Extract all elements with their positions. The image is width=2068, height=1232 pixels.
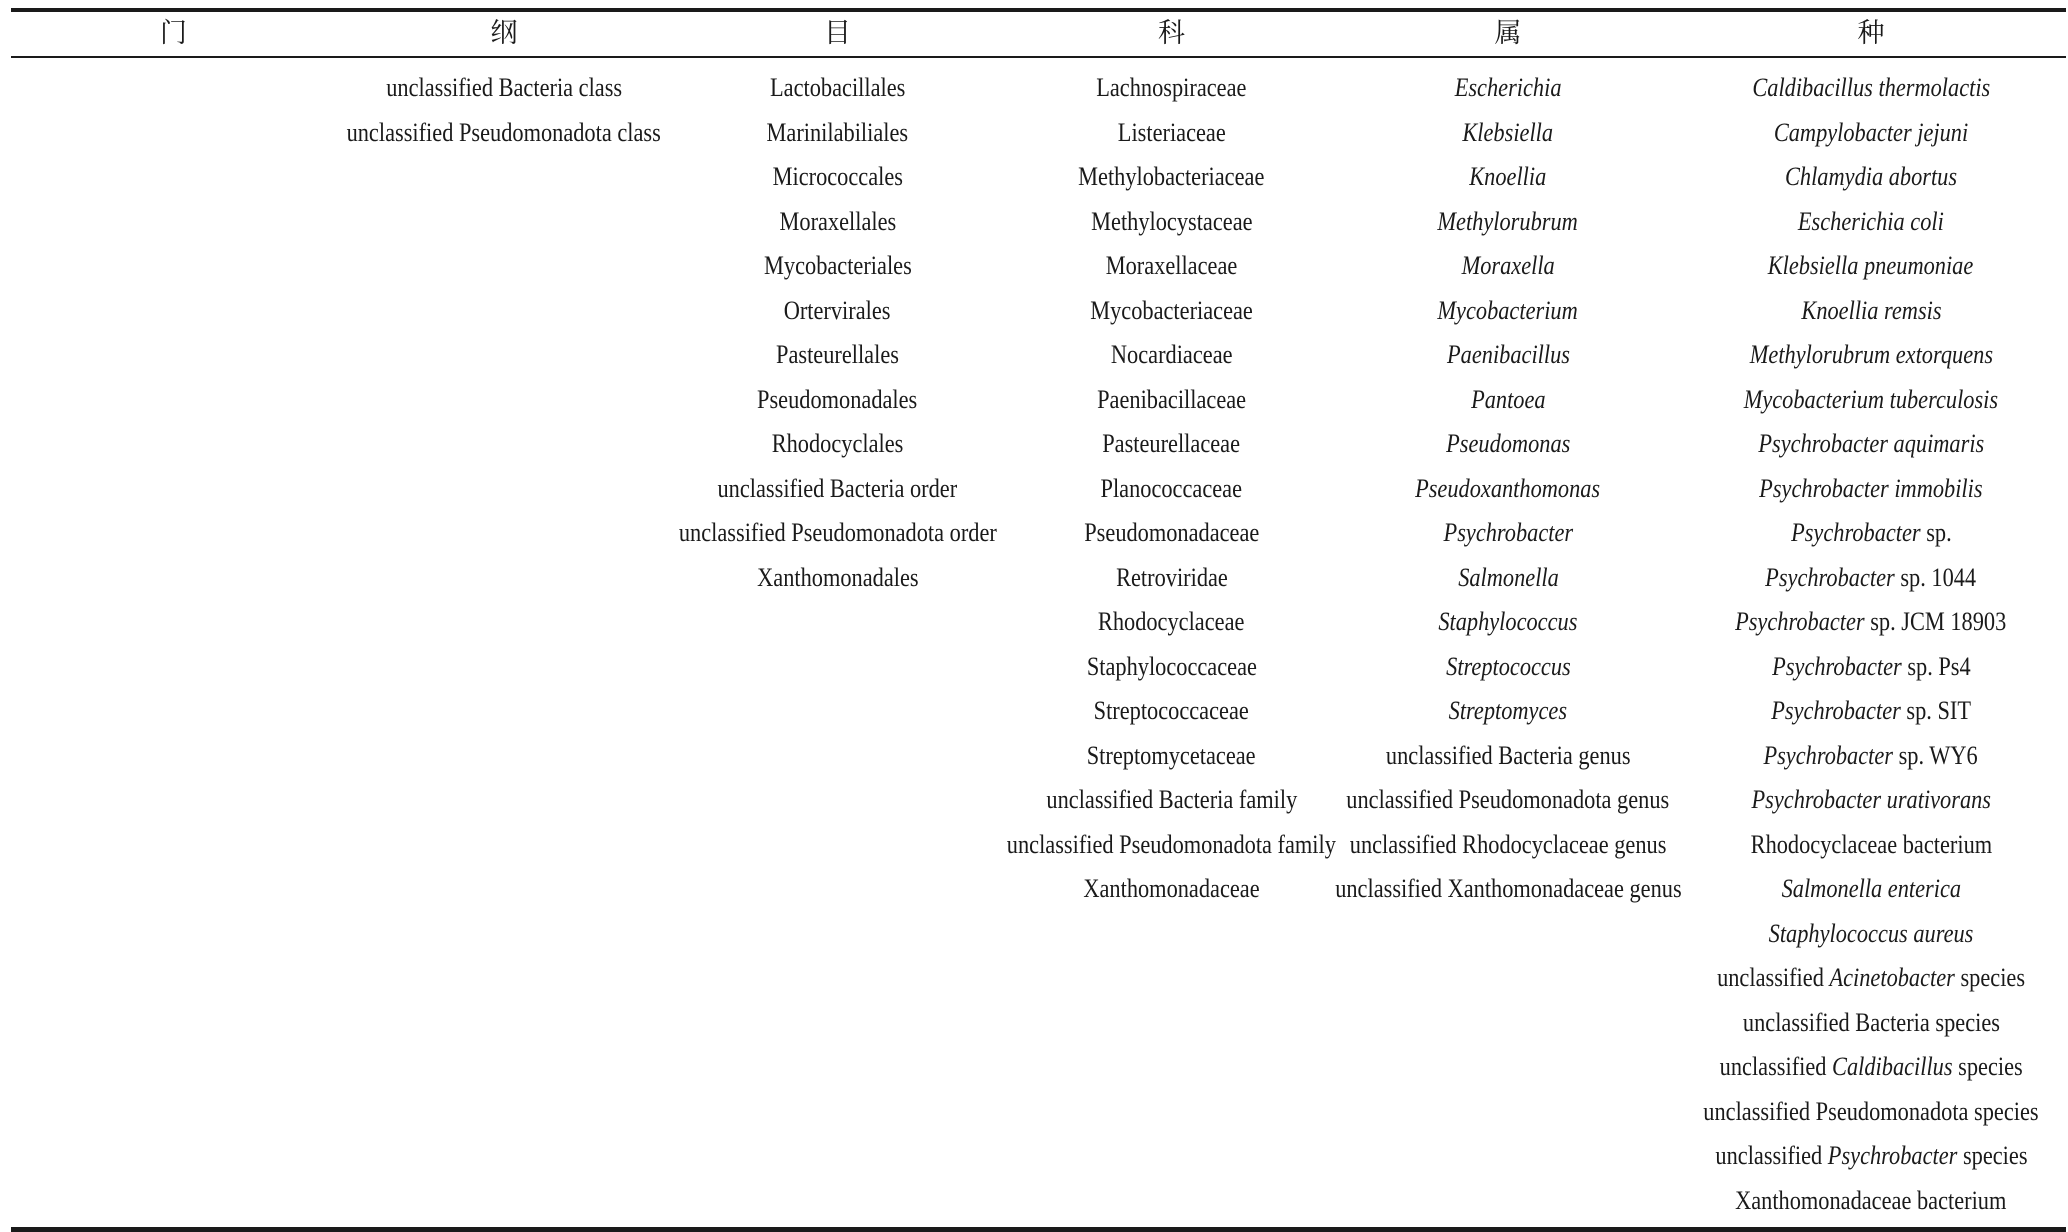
table-cell: Klebsiella (1462, 117, 1554, 147)
table-cell: Psychrobacter sp. JCM 18903 (1735, 607, 2007, 636)
table-cell: unclassified Bacteria order (717, 473, 958, 503)
table-cell: Psychrobacter immobilis (1759, 473, 1983, 503)
table-cell: Moraxellaceae (1105, 251, 1238, 280)
column-class (336, 66, 672, 1223)
table-cell: Rhodocyclaceae (1098, 607, 1245, 636)
table-cell: Methylorubrum (1437, 206, 1579, 236)
table-cell: Ortervirales (784, 295, 891, 325)
column-family (1003, 66, 1340, 1223)
table-cell: Methylobacteriaceae (1078, 162, 1265, 191)
column-order (672, 66, 1003, 1223)
table-cell: Streptomycetaceae (1087, 740, 1256, 770)
table-cell: Paenibacillaceae (1097, 384, 1246, 414)
table-cell: unclassified Bacteria species (1742, 1007, 2000, 1037)
table-cell: Psychrobacter urativorans (1751, 785, 1991, 814)
table-cell: Campylobacter jejuni (1773, 117, 1969, 147)
column-species (1676, 66, 2066, 1223)
header-phylum: 门 (160, 18, 187, 49)
table-cell: Xanthomonadaceae (1083, 874, 1260, 903)
table-cell: Salmonella (1457, 562, 1559, 592)
table-cell: unclassified Psychrobacter species (1714, 1141, 2028, 1170)
table-cell: Salmonella enterica (1781, 874, 1961, 903)
table-cell: unclassified Pseudomonadota genus (1346, 785, 1670, 814)
table-body (11, 58, 2066, 1223)
table-bottom-rule (11, 1227, 2066, 1232)
table-cell: Escherichia coli (1798, 206, 1944, 236)
table-cell: Methylocystaceae (1090, 206, 1253, 236)
table-header-row (11, 12, 2066, 56)
table-cell: unclassified Caldibacillus species (1719, 1052, 2023, 1081)
table-cell: unclassified Bacteria class (386, 73, 622, 102)
table-cell: Knoellia remsis (1800, 295, 1942, 325)
header-genus: 属 (1494, 18, 1522, 49)
table-cell: Klebsiella pneumoniae (1768, 251, 1974, 280)
table-cell: Psychrobacter sp. WY6 (1763, 740, 1979, 770)
table-cell: Mycobacteriaceae (1090, 295, 1253, 325)
table-cell: Staphylococcus (1438, 607, 1578, 636)
table-cell: unclassified Pseudomonadota species (1703, 1096, 2039, 1126)
table-cell: Pseudomonadales (757, 384, 918, 414)
table-cell: Mycobacterium (1437, 295, 1579, 325)
table-cell: unclassified Pseudomonadota family (1006, 829, 1337, 859)
table-cell: Marinilabiliales (766, 117, 909, 147)
header-order: 目 (824, 18, 851, 49)
table-cell: Nocardiaceae (1110, 340, 1233, 369)
table-cell: unclassified Pseudomonadota class (346, 117, 662, 147)
table-cell: Rhodocyclaceae bacterium (1750, 829, 1992, 859)
table-cell: Lactobacillales (769, 73, 906, 102)
header-species: 种 (1857, 18, 1885, 49)
table-cell: unclassified Rhodocyclaceae genus (1349, 829, 1667, 859)
table-cell: Pasteurellaceae (1102, 429, 1241, 458)
table-cell: Psychrobacter sp. SIT (1771, 696, 1971, 725)
table-cell: Listeriaceae (1117, 117, 1226, 147)
table-cell: Staphylococcaceae (1086, 651, 1257, 681)
table-cell: Rhodocyclales (771, 429, 904, 458)
taxonomy-table (11, 8, 2066, 1232)
table-cell: Psychrobacter sp. (1790, 518, 1952, 547)
table-cell: unclassified Bacteria genus (1385, 740, 1631, 770)
table-cell: Moraxellales (779, 206, 896, 236)
header-family: 科 (1158, 18, 1185, 49)
table-cell: Xanthomonadaceae bacterium (1735, 1185, 2007, 1215)
table-cell: Streptococcaceae (1093, 696, 1250, 725)
table-cell: Chlamydia abortus (1784, 162, 1958, 191)
table-cell: Mycobacterium tuberculosis (1743, 384, 1999, 414)
table-cell: unclassified Bacteria family (1046, 785, 1297, 814)
table-cell: Pseudoxanthomonas (1415, 473, 1601, 503)
table-cell: Paenibacillus (1446, 340, 1570, 369)
table-cell: Streptococcus (1445, 651, 1571, 681)
table-cell: Methylorubrum extorquens (1749, 340, 1993, 369)
column-phylum (11, 66, 336, 1223)
table-cell: Psychrobacter aquimaris (1758, 429, 1984, 458)
table-cell: Psychrobacter sp. Ps4 (1771, 651, 1971, 681)
table-cell: Caldibacillus thermolactis (1752, 73, 1990, 102)
table-cell: unclassified Acinetobacter species (1717, 963, 2025, 992)
table-cell: unclassified Pseudomonadota order (678, 518, 997, 547)
table-cell: Pseudomonas (1445, 429, 1571, 458)
table-cell: Pasteurellales (776, 340, 899, 369)
table-cell: Planococcaceae (1100, 473, 1243, 503)
table-cell: Pseudomonadaceae (1083, 518, 1260, 547)
header-class: 纲 (490, 18, 518, 49)
table-cell: Pantoea (1470, 384, 1546, 414)
table-cell: Xanthomonadales (756, 562, 919, 592)
column-genus (1334, 66, 1682, 1223)
table-cell: Retroviridae (1115, 562, 1228, 592)
table-cell: Micrococcales (772, 162, 903, 191)
table-cell: Escherichia (1454, 73, 1562, 102)
table-cell: Knoellia (1469, 162, 1547, 191)
table-cell: Psychrobacter (1443, 518, 1573, 547)
table-cell: Staphylococcus aureus (1768, 918, 1974, 948)
table-cell: Streptomyces (1448, 696, 1568, 725)
table-cell: Psychrobacter sp. 1044 (1765, 562, 1977, 592)
table-cell: Mycobacteriales (763, 251, 912, 280)
table-cell: Lachnospiraceae (1096, 73, 1247, 102)
table-cell: unclassified Xanthomonadaceae genus (1334, 874, 1682, 903)
table-cell: Moraxella (1461, 251, 1555, 280)
